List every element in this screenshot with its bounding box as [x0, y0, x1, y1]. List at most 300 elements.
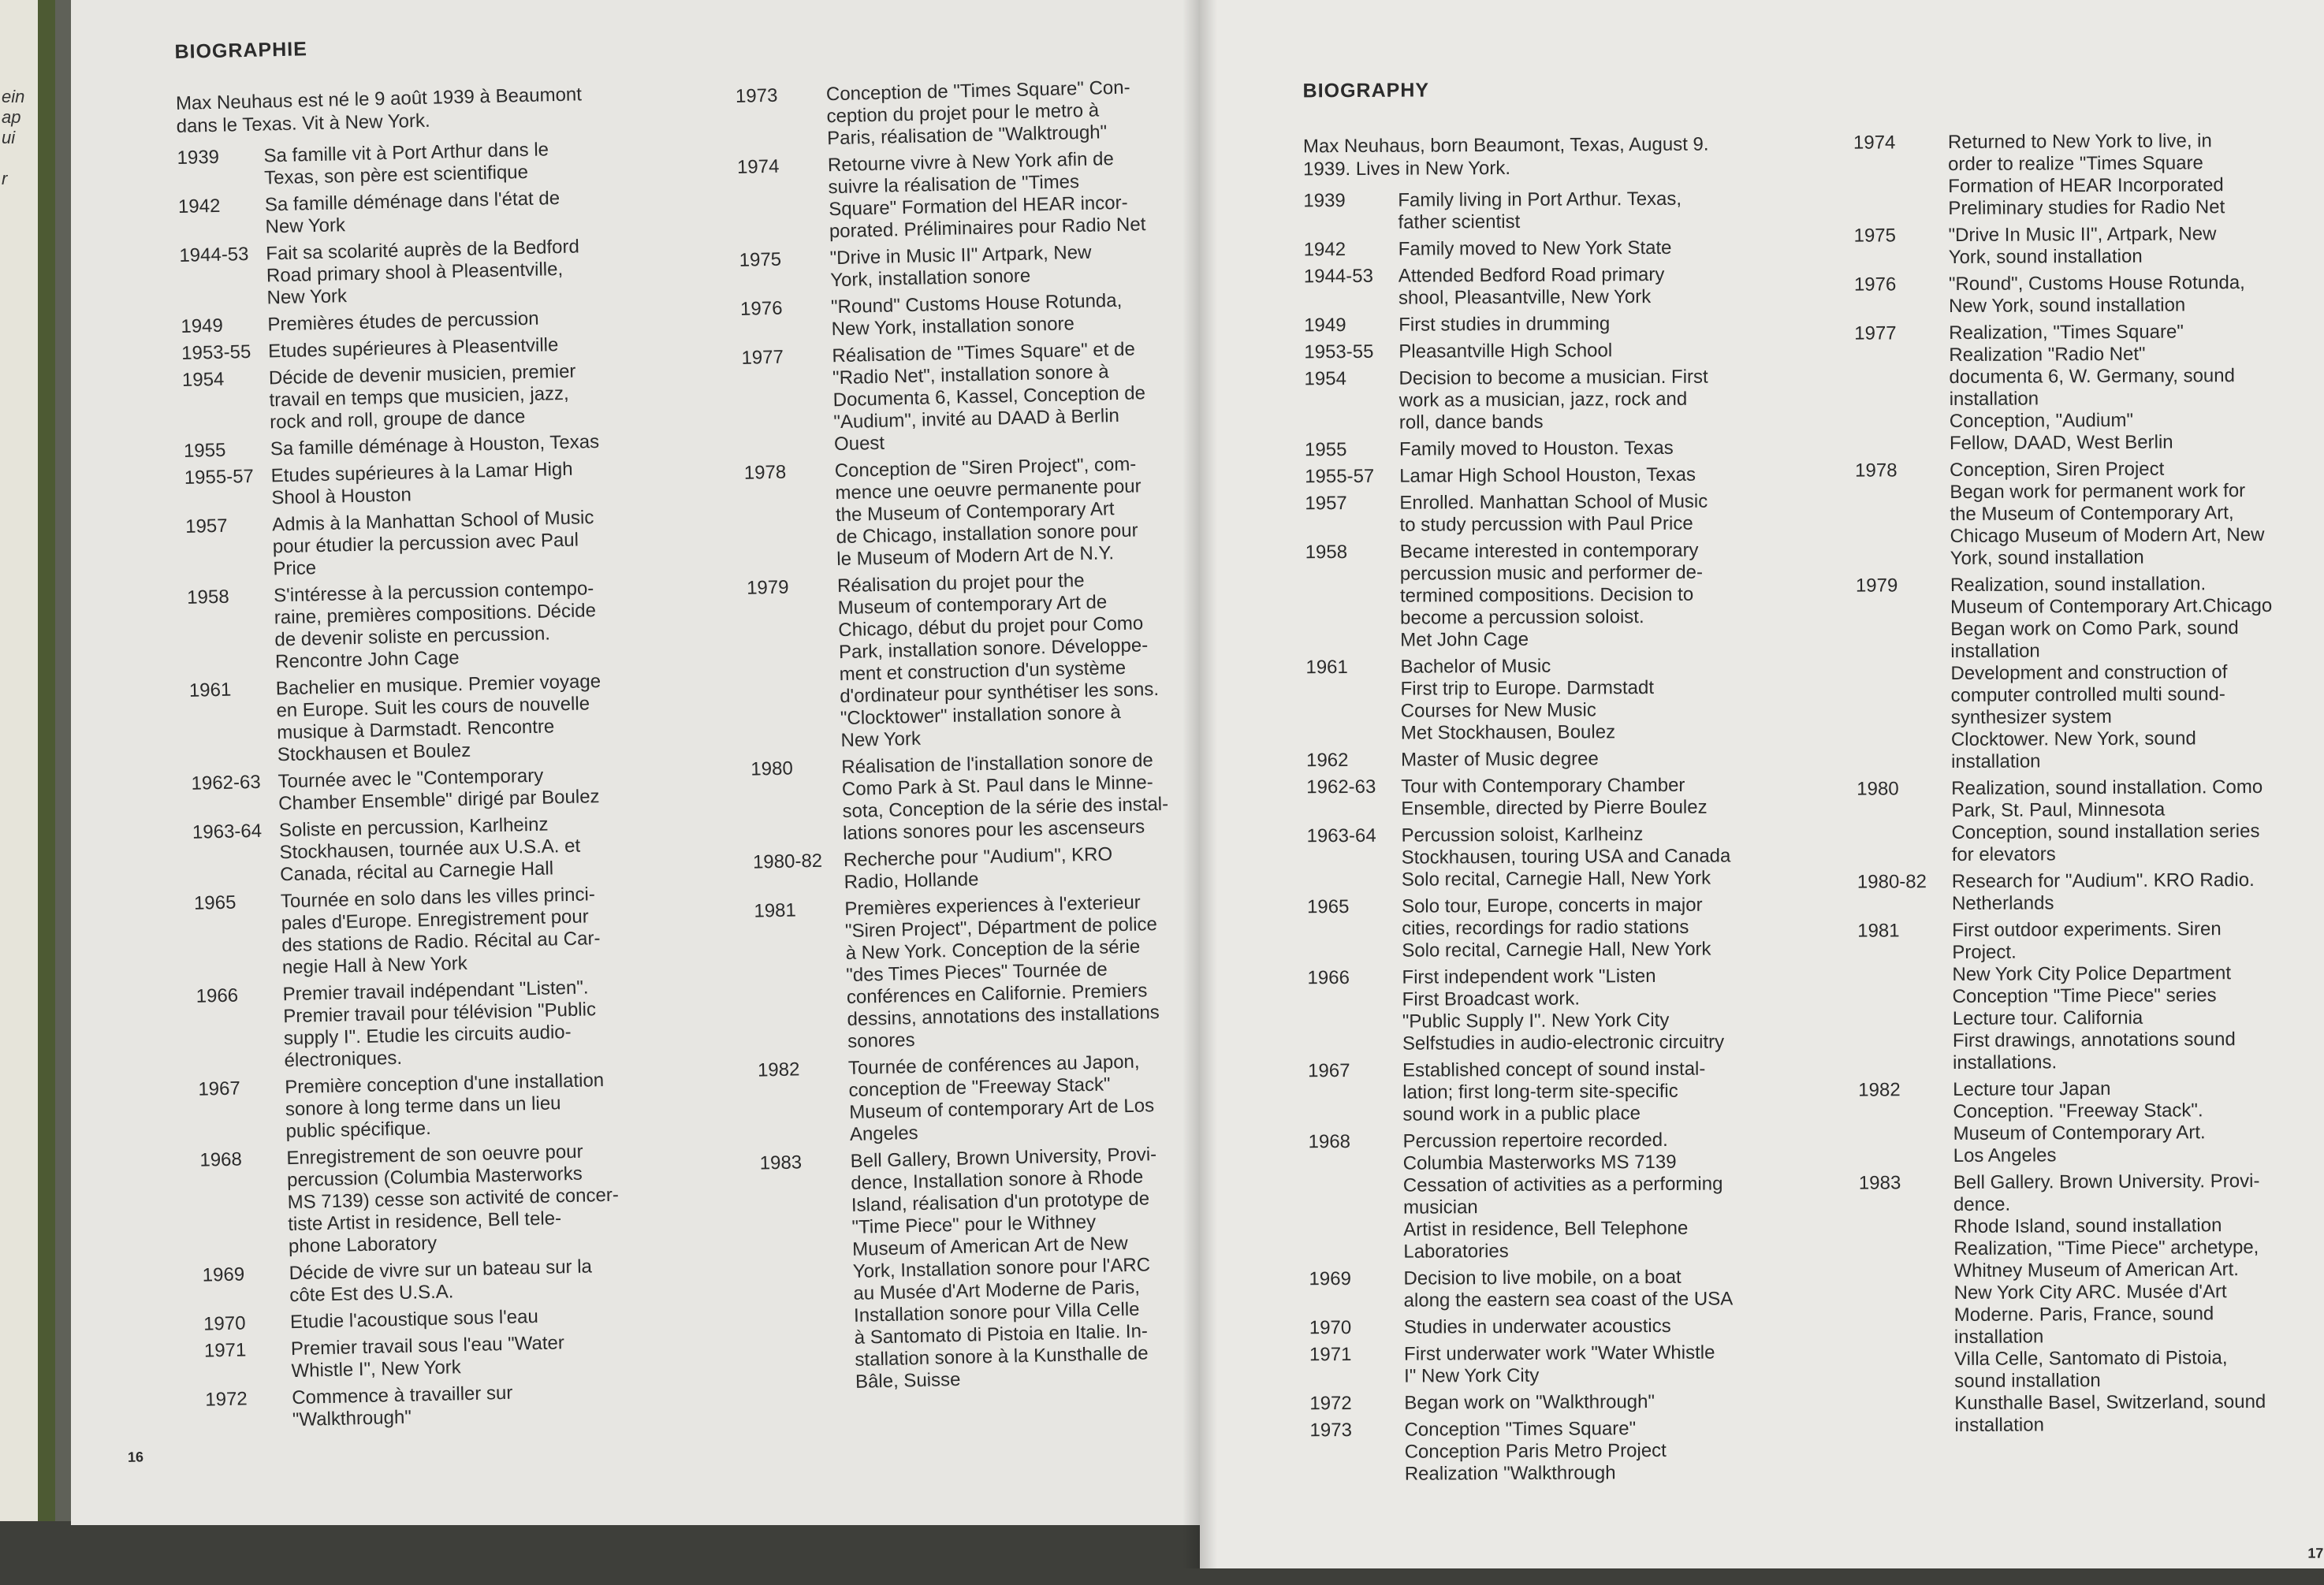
entry-text — [1399, 490, 1841, 537]
timeline-entry — [1857, 869, 2322, 916]
entry-line: Conception, sound installation series — [1951, 820, 2260, 844]
entry-line: mence une oeuvre permanente pour — [835, 475, 1142, 504]
entry-year: 1978 — [743, 461, 787, 484]
biography-column-french-2 — [736, 76, 1200, 1401]
entry-text — [1400, 539, 1842, 652]
entry-line: Chamber Ensemble" dirigé par Boulez — [277, 786, 600, 815]
entry-line: along the eastern sea coast of the USA — [1403, 1288, 1734, 1312]
timeline-entry — [1306, 823, 1842, 892]
entry-line: "Round" Customs House Rotunda, — [830, 289, 1123, 318]
page-heading: BIOGRAPHY — [1302, 79, 1430, 102]
entry-year: 1953-55 — [1304, 340, 1374, 363]
timeline-entry — [737, 147, 1196, 245]
entry-line: porated. Préliminaires pour Radio Net — [829, 214, 1146, 243]
timeline-entry — [1305, 539, 1842, 653]
entry-line: sonores — [847, 1029, 915, 1052]
entry-year: 1976 — [1853, 273, 1897, 296]
timeline-entry — [759, 1142, 1200, 1395]
entry-line: Percussion repertoire recorded. — [1402, 1129, 1668, 1152]
intro-line: Max Neuhaus, born Beaumont, Texas, August 9. — [1302, 133, 1709, 158]
entry-line: First drawings, annotations sound — [1952, 1029, 2236, 1052]
entry-text — [1401, 747, 1842, 772]
biography-column-french-1 — [176, 80, 750, 1438]
entry-line: Sa famille vit à Port Arthur dans le — [263, 139, 549, 167]
entry-text — [277, 761, 736, 815]
entry-year: 1944-53 — [1303, 265, 1373, 288]
entry-line: Price — [273, 557, 317, 580]
entry-text — [274, 575, 732, 673]
entry-line: Paris, réalisation de "Walktrough" — [826, 121, 1108, 150]
entry-year: 1966 — [1307, 967, 1350, 989]
entry-year: 1954 — [181, 368, 225, 391]
entry-line: Premier travail indépendant "Listen". — [282, 977, 589, 1006]
entry-year: 1977 — [1854, 322, 1897, 344]
entry-line: Selfstudies in audio-electronic circuitry — [1402, 1031, 1725, 1055]
entry-line: "Drive In Music II", Artpark, New — [1948, 223, 2217, 247]
entry-year: 1983 — [1858, 1172, 1901, 1194]
page-heading: BIOGRAPHIE — [174, 38, 308, 64]
entry-line: Began work on "Walkthrough" — [1404, 1391, 1655, 1414]
entry-line: Cessation of activities as a performing — [1402, 1173, 1723, 1196]
entry-line: Met Stockhausen, Boulez — [1400, 721, 1616, 744]
entry-year: 1962-63 — [1306, 776, 1376, 798]
entry-line: Realization "Walkthrough — [1404, 1462, 1616, 1485]
entry-text — [1950, 573, 2322, 773]
timeline-entry — [178, 184, 723, 240]
entry-line: Island, réalisation d'un prototype de — [851, 1188, 1150, 1216]
entry-line: Première conception d'une installation — [285, 1070, 605, 1099]
timeline-entry — [192, 809, 738, 888]
entry-line: à New York. Conception de la série — [845, 936, 1141, 965]
entry-year: 1955 — [1304, 439, 1347, 461]
entry-text — [281, 880, 739, 979]
entry-line: for elevators — [1951, 843, 2056, 866]
entry-line: Returned to New York to live, in — [1947, 130, 2212, 154]
entry-text — [289, 1252, 747, 1307]
entry-line: Pleasantville High School — [1398, 340, 1613, 363]
entry-text — [1404, 1417, 1845, 1486]
timeline-entry — [184, 455, 728, 512]
entry-year: 1974 — [736, 155, 780, 178]
entry-line: New York — [840, 727, 922, 752]
entry-text — [835, 452, 1200, 571]
entry-line: phone Laboratory — [288, 1232, 438, 1258]
entry-text — [844, 890, 1200, 1052]
entry-year: 1969 — [202, 1263, 245, 1286]
entry-line: Moderne. Paris, France, sound — [1953, 1303, 2214, 1326]
entry-line: Enrolled. Manhattan School of Music — [1399, 490, 1708, 514]
entry-line: Premières études de percussion — [267, 307, 539, 336]
entry-line: Bachelier en musique. Premier voyage — [275, 670, 601, 700]
entry-year: 1978 — [1855, 460, 1898, 482]
entry-year: 1979 — [1855, 575, 1898, 597]
timeline-entry — [1856, 573, 2322, 774]
entry-line: Villa Celle, Santomato di Pistoia, — [1953, 1347, 2228, 1371]
entry-year: 1972 — [1309, 1393, 1352, 1415]
entry-year: 1961 — [188, 679, 232, 701]
entry-line: suivre la réalisation de "Times — [828, 171, 1080, 199]
timeline-entry — [1857, 776, 2322, 867]
entry-year: 1939 — [1303, 190, 1346, 212]
entry-text — [1398, 236, 1840, 261]
entry-line: Development and construction of — [1950, 661, 2228, 685]
entry-line: installation — [1951, 750, 2041, 773]
entry-line: Premier travail sous l'eau "Water — [290, 1332, 565, 1360]
entry-year: 1955-57 — [1305, 465, 1375, 488]
entry-line: become a percussion soloist. — [1400, 606, 1644, 629]
entry-line: Courses for New Music — [1400, 699, 1596, 722]
entry-line: Museum of contemporary Art de — [837, 591, 1108, 619]
entry-line: Preliminary studies for Radio Net — [1948, 196, 2225, 220]
back-page-edge — [0, 0, 38, 1545]
entry-year: 1980-82 — [1857, 871, 1927, 893]
entry-year: 1980 — [750, 757, 794, 780]
entry-line: Realization, "Times Square" — [1949, 321, 2184, 344]
entry-year: 1971 — [203, 1339, 247, 1362]
timeline-entry — [198, 1066, 743, 1145]
entry-line: Artist in residence, Bell Telephone — [1403, 1217, 1689, 1241]
entry-line: Kunsthalle Basel, Switzerland, sound — [1954, 1390, 2266, 1415]
entry-line: Museum of Contemporary Art. — [1953, 1122, 2206, 1145]
entry-line: Tournée avec le "Contemporary — [277, 765, 544, 793]
intro-paragraph — [176, 80, 721, 138]
entry-line: tiste Artist in residence, Bell tele- — [288, 1207, 562, 1236]
entry-line: Studies in underwater acoustics — [1403, 1315, 1671, 1338]
entry-line: percussion music and performer de- — [1399, 561, 1704, 585]
entry-line: Conception "Time Piece" series — [1952, 984, 2217, 1008]
entry-year: 1969 — [1309, 1268, 1351, 1290]
entry-year: 1957 — [1305, 493, 1347, 515]
entry-line: installation — [1949, 388, 2039, 411]
timeline-entry — [204, 1328, 749, 1385]
entry-line: Shool à Houston — [271, 484, 412, 509]
biography-column-english-2 — [1853, 130, 2324, 1442]
entry-line: Formation of HEAR Incorporated — [1948, 174, 2224, 198]
entry-line: roll, dance bands — [1398, 411, 1544, 433]
entry-text — [1401, 823, 1842, 891]
entry-line: "Radio Net", installation sonore à — [832, 361, 1109, 389]
entry-text — [272, 504, 731, 580]
entry-text — [1400, 654, 1842, 745]
entry-line: Stockhausen, tournée aux U.S.A. et — [279, 835, 581, 864]
entry-line: Project. — [1952, 941, 2017, 964]
entry-line: cities, recordings for radio stations — [1402, 916, 1689, 939]
entry-year: 1981 — [754, 899, 797, 922]
entry-line: Whitney Museum of American Art. — [1953, 1259, 2239, 1282]
timeline-entry — [1303, 188, 1839, 235]
entry-line: the Museum of Contemporary Art — [835, 498, 1115, 526]
entry-year: 1963-64 — [1306, 824, 1376, 847]
entry-line: First underwater work "Water Whistle — [1403, 1341, 1715, 1365]
entry-line: Bell Gallery. Brown University. Provi- — [1953, 1170, 2260, 1194]
timeline-entry — [741, 337, 1200, 458]
entry-line: Park, installation sonore. Développe- — [838, 634, 1149, 664]
entry-text — [1949, 223, 2319, 269]
entry-line: Sa famille déménage à Houston, Texas — [270, 430, 600, 460]
entry-text — [1398, 263, 1840, 310]
timeline-entry — [199, 1137, 746, 1260]
timeline-entry — [740, 288, 1198, 343]
entry-line: First outdoor experiments. Siren — [1952, 918, 2222, 942]
entry-line: Retourne vivre à New York afin de — [827, 148, 1115, 177]
entry-year: 1977 — [741, 346, 784, 369]
entry-line: Began work for permanent work for — [1950, 480, 2246, 504]
timeline-entry — [187, 575, 732, 675]
entry-line: Texas, son père est scientifique — [263, 161, 529, 189]
entry-line: termined compositions. Decision to — [1399, 583, 1694, 607]
timeline-entry — [750, 749, 1200, 847]
entry-line: "Drive in Music II" Artpark, New — [829, 241, 1092, 270]
entry-line: synthesizer system — [1950, 705, 2112, 729]
entry-text — [826, 76, 1194, 151]
left-page — [71, 0, 1200, 1525]
timeline-entry — [1309, 1315, 1845, 1340]
entry-year: 1942 — [1303, 239, 1346, 261]
timeline-entry — [1859, 1170, 2324, 1438]
timeline-entry — [1858, 1077, 2324, 1168]
entry-line: Angeles — [849, 1122, 918, 1145]
timeline-entry — [185, 504, 731, 582]
entry-year: 1979 — [746, 576, 789, 599]
entry-line: Réalisation de l'installation sonore de — [841, 750, 1154, 779]
entry-line: d'ordinateur pour synthétiser les sons. — [839, 678, 1160, 708]
entry-text — [1401, 774, 1842, 820]
entry-text — [282, 973, 741, 1072]
entry-line: des stations de Radio. Récital au Car- — [281, 928, 601, 957]
entry-text — [829, 240, 1197, 292]
entry-line: New York — [265, 214, 346, 238]
entry-year: 1961 — [1305, 657, 1348, 679]
entry-line: Met John Cage — [1400, 628, 1529, 651]
entry-line: First studies in drumming — [1398, 313, 1611, 336]
entry-year: 1942 — [177, 195, 221, 218]
timeline-entry — [1304, 263, 1840, 311]
entry-line: Soliste en percussion, Karlheinz — [278, 813, 549, 842]
back-page-fragment: ap — [2, 107, 21, 127]
entry-line: Ouest — [833, 432, 885, 456]
entry-line: MS 7139) cesse son activité de concer- — [287, 1184, 620, 1214]
entry-year: 1980 — [1857, 778, 1899, 800]
entry-line: father scientist — [1398, 210, 1521, 233]
timeline-entry — [1307, 894, 1843, 963]
timeline-entry — [189, 668, 735, 768]
entry-line: Sa famille déménage dans l'état de — [264, 188, 561, 216]
entry-year: 1965 — [1306, 896, 1350, 918]
entry-text — [1952, 918, 2323, 1074]
entry-text — [1398, 312, 1840, 337]
entry-year: 1970 — [203, 1312, 246, 1335]
entry-line: Tournée en solo dans les villes princi- — [280, 884, 596, 913]
entry-line: dessins, annotations des installations — [847, 1002, 1160, 1030]
entry-text — [848, 1049, 1200, 1146]
entry-line: musique à Darmstadt. Rencontre — [276, 716, 555, 744]
entry-text — [1399, 437, 1841, 461]
entry-line: sound installation — [1954, 1370, 2101, 1393]
entry-line: Etudes supérieures à Pleasentville — [267, 334, 559, 363]
entry-line: Clocktower. New York, sound — [1950, 727, 2196, 751]
entry-line: to study percussion with Paul Price — [1399, 512, 1693, 536]
entry-year: 1955 — [183, 439, 226, 462]
entry-line: York, sound installation — [1948, 245, 2143, 269]
entry-line: Documenta 6, Kassel, Conception de — [832, 382, 1146, 411]
entry-line: Began work on Como Park, sound — [1950, 617, 2239, 641]
entry-line: Museum of contemporary Art de Los — [848, 1095, 1155, 1123]
entry-text — [850, 1142, 1200, 1393]
entry-line: York, installation sonore — [830, 265, 1031, 292]
entry-line: Bachelor of Music — [1400, 655, 1551, 678]
entry-line: Decision to live mobile, on a boat — [1403, 1266, 1682, 1289]
entry-line: the Museum of Contemporary Art, — [1950, 502, 2234, 526]
entry-line: Solo recital, Carnegie Hall, New York — [1402, 938, 1711, 962]
entry-line: "Clocktower" installation sonore à — [840, 701, 1122, 730]
back-page-fragment: ein — [2, 87, 25, 106]
entry-year: 1958 — [186, 586, 229, 608]
book-gutter — [1182, 0, 1217, 1568]
entry-text — [1399, 463, 1841, 488]
entry-line: raine, premières compositions. Décide — [274, 600, 597, 629]
entry-line: Fellow, DAAD, West Berlin — [1949, 431, 2173, 455]
entry-line: Conception "Times Square" — [1404, 1418, 1637, 1441]
entry-text — [265, 184, 723, 238]
entry-text — [837, 567, 1200, 752]
entry-line: Museum of American Art de New — [851, 1232, 1128, 1260]
timeline-entry — [758, 1049, 1200, 1148]
entry-text — [1948, 130, 2319, 220]
entry-year: 1976 — [739, 297, 783, 320]
entry-year: 1973 — [735, 84, 778, 107]
entry-line: "Time Piece" pour le Withney — [851, 1211, 1097, 1238]
entry-text — [270, 455, 728, 509]
timeline-entry — [1306, 774, 1842, 821]
entry-line: installation — [1954, 1414, 2044, 1437]
entry-line: de devenir soliste en percussion. — [274, 623, 551, 651]
entry-text — [286, 1137, 746, 1258]
entry-line: Conception Paris Metro Project — [1404, 1439, 1667, 1463]
timeline-entry — [1304, 339, 1840, 364]
entry-year: 1971 — [1309, 1344, 1352, 1366]
entry-line: travail en temps que musicien, jazz, — [269, 382, 569, 411]
entry-year: 1953-55 — [181, 340, 251, 364]
entry-year: 1973 — [1309, 1419, 1352, 1442]
entry-text — [276, 668, 735, 766]
entry-line: Premier travail pour télévision "Public — [283, 999, 597, 1028]
entry-line: Research for "Audium". KRO Radio. — [1951, 869, 2255, 893]
entry-line: Realization "Radio Net" — [1949, 343, 2146, 366]
entry-year: 1968 — [1308, 1131, 1351, 1153]
entry-line: Became interested in contemporary — [1399, 539, 1699, 563]
entry-line: Réalisation de "Times Square" et de — [832, 338, 1136, 367]
entry-line: de Chicago, installation sonore pour — [836, 519, 1138, 549]
intro-line: Max Neuhaus est né le 9 août 1939 à Beaumont — [175, 84, 583, 115]
entry-year: 1955-57 — [184, 465, 255, 489]
entry-text — [1949, 321, 2320, 455]
entry-line: Laboratories — [1403, 1240, 1509, 1263]
entry-line: Enregistrement de son oeuvre pour — [286, 1140, 583, 1170]
entry-line: sota, Conception de la série des instal- — [842, 793, 1169, 823]
entry-line: Décide de vivre sur un bateau sur la — [289, 1256, 593, 1285]
intro-line: dans le Texas. Vit à New York. — [176, 110, 430, 138]
entry-line: Décide de devenir musicien, premier — [268, 360, 576, 389]
entry-year: 1954 — [1304, 368, 1346, 390]
entry-text — [831, 288, 1198, 341]
entry-line: Conception. "Freeway Stack". — [1953, 1099, 2203, 1123]
entry-line: le Museum of Modern Art de N.Y. — [836, 542, 1115, 571]
entry-line: Decision to become a musician. First — [1398, 366, 1708, 389]
entry-year: 1965 — [193, 891, 236, 914]
entry-line: New York City ARC. Musée d'Art — [1953, 1281, 2227, 1304]
entry-line: Los Angeles — [1953, 1144, 2057, 1167]
entry-year: 1968 — [199, 1148, 243, 1171]
entry-line: rock and roll, groupe de dance — [269, 406, 526, 433]
entry-line: Installation sonore pour Villa Celle — [853, 1298, 1140, 1326]
entry-text — [1952, 869, 2322, 915]
entry-line: Rencontre John Cage — [274, 647, 460, 673]
entry-line: Etudie l'acoustique sous l'eau — [289, 1305, 539, 1334]
entry-line: au Musée d'Art Moderne de Paris, — [853, 1276, 1141, 1304]
entry-line: sonore à long terme dans un lieu — [285, 1092, 561, 1121]
entry-year: 1966 — [196, 984, 239, 1007]
entry-line: Lamar High School Houston, Texas — [1399, 463, 1696, 487]
entry-line: Family living in Port Arthur. Texas, — [1398, 188, 1682, 211]
timeline-entry — [747, 567, 1200, 754]
entry-text — [1402, 1058, 1844, 1126]
entry-text — [1404, 1341, 1845, 1388]
entry-text — [1402, 965, 1844, 1055]
entry-line: Museum of Contemporary Art.Chicago — [1950, 594, 2273, 619]
entry-line: First Broadcast work. — [1402, 988, 1581, 1010]
entry-text — [1953, 1077, 2324, 1167]
entry-text — [832, 337, 1200, 456]
timeline-entry — [191, 761, 736, 817]
entry-year: 1949 — [1304, 314, 1346, 337]
entry-year: 1944-53 — [179, 243, 249, 266]
entry-year: 1972 — [205, 1388, 248, 1411]
timeline-entry — [1307, 965, 1844, 1056]
entry-line: Chicago Museum of Modern Art, New — [1950, 523, 2265, 548]
entry-line: lations sonores pour les ascenseurs — [842, 816, 1145, 845]
entry-year: 1981 — [1857, 920, 1900, 942]
entry-year: 1963-64 — [192, 820, 263, 843]
timeline-entry — [1309, 1266, 1845, 1313]
timeline-entry — [1855, 458, 2321, 571]
entry-line: Lecture tour Japan — [1953, 1077, 2111, 1101]
entry-line: Lecture tour. California — [1952, 1006, 2143, 1030]
entry-text — [1950, 458, 2321, 570]
entry-line: Realization, "Time Piece" archetype, — [1953, 1236, 2259, 1260]
entry-year: 1939 — [177, 146, 220, 169]
entry-line: "Round", Customs House Rotunda, — [1948, 272, 2245, 296]
entry-line: Bâle, Suisse — [855, 1368, 961, 1393]
entry-text — [1404, 1390, 1845, 1415]
entry-line: musician — [1402, 1196, 1478, 1219]
entry-line: à Santomato di Pistoia en Italie. In- — [854, 1320, 1149, 1349]
entry-year: 1982 — [1858, 1079, 1901, 1101]
timeline-entry — [182, 357, 728, 436]
entry-year: 1967 — [1308, 1060, 1350, 1082]
entry-text — [1398, 188, 1839, 234]
entry-line: negie Hall à New York — [281, 952, 467, 979]
entry-line: order to realize "Times Square — [1948, 152, 2203, 176]
entry-line: shool, Pleasantville, New York — [1398, 286, 1652, 309]
entry-line: "des Times Pieces" Tournée de — [846, 958, 1108, 987]
entry-year: 1982 — [757, 1059, 800, 1081]
entry-line: électroniques. — [284, 1047, 403, 1072]
entry-line: ception du projet pour le metro à — [826, 99, 1100, 128]
timeline-entry — [1853, 130, 2319, 221]
entry-line: Solo tour, Europe, concerts in major — [1401, 894, 1703, 917]
timeline-entry — [736, 76, 1194, 152]
entry-line: New York, installation sonore — [831, 313, 1075, 340]
